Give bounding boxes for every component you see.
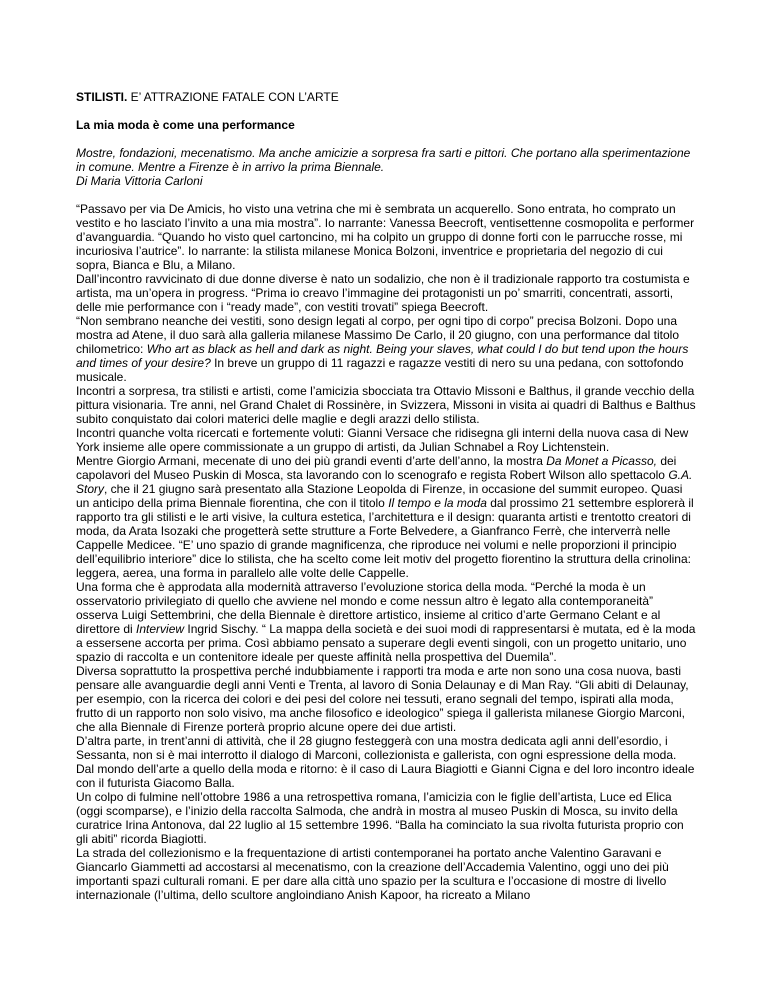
italic-title: Da Monet a Picasso, [546, 454, 657, 468]
paragraph: Incontri a sorpresa, tra stilisti e artisti, come l’amicizia sbocciata tra Ottavio Missoni e Balthus, il grande vecchio della pittura visionaria. Tre anni, nel Grand Chalet di Rossinère, in Svizzera, Missoni in visita ai quadri di Balthus e Balthus subito conquistato dai colori materici delle maglie e degli arazzi dello stilista. [76, 384, 696, 426]
text-run: dei capolavori del Museo Puskin di Mosca, sta lavorando con lo scenografo e regista Robert Wilson allo spettacolo [76, 454, 677, 482]
paragraph: Diversa soprattutto la prospettiva perché indubbiamente i rapporti tra moda e arte non sono una cosa nuova, basti pensare alle avanguardie degli anni Venti e Trenta, al lavoro di Sonia Delaunay e di Man Ray. “Gli abiti di Delaunay, per esempio, con la ricerca dei colori e dei pesi del colore nei tessuti, erano segnali del tempo, ispirati alla moda, frutto di un rapporto non solo visivo, ma anche filosofico e ideologico” spiega il gallerista milanese Giorgio Marconi, che alla Biennale di Firenze porterà proprio alcune opere dei due artisti. [76, 664, 689, 734]
paragraph: La strada del collezionismo e la frequentazione di artisti contemporanei ha portato anche Valentino Garavani e Giancarlo Giammetti ad accostarsi al mecenatismo, con la creazione dell’Accademia Valentino, oggi uno dei più importanti spazi culturali romani. E per dare alla città uno spazio per la scultura e l’occasione di mostre di livello internazionale (l’ultima, dello scultore angloindiano Anish Kapoor, ha ricreato a Milano [76, 846, 669, 902]
italic-title: Interview [136, 622, 185, 636]
text-run: Mentre Giorgio Armani, mecenate di uno dei più grandi eventi d’arte dell’anno, la mostra [76, 454, 547, 468]
italic-title: Il tempo e la moda [388, 496, 487, 510]
article-lead: Mostre, fondazioni, mecenatismo. Ma anche amicizie a sorpresa fra sarti e pittori. Che portano alla sperimentazione in comune. Mentre a Firenze è in arrivo la prima Biennale. [76, 146, 691, 174]
title-bold: STILISTI. [76, 90, 128, 104]
paragraph [76, 314, 698, 384]
article-title [76, 90, 698, 104]
paragraph: Dall’incontro ravvicinato di due donne diverse è nato un sodalizio, che non è il tradizionale rapporto tra costumista e artista, ma un’opera in progress. “Prima io creavo l’immagine dei protagonisti un po’ smarriti, concentrati, assorti, delle mie performance con i “ready made”, con vestiti trovati” spiega Beecroft. [76, 272, 690, 314]
article-byline: Di Maria Vittoria Carloni [76, 174, 203, 188]
paragraph [76, 580, 698, 664]
italic-title: G.A. Story [76, 468, 693, 496]
paragraph: Incontri quanche volta ricercati e fortemente voluti: Gianni Versace che ridisegna gli interni della nuova casa di New York insieme alle opere commissionate a un gruppo di artisti, da Julian Schnabel a Roy Lichtenstein. [76, 426, 689, 454]
title-rest: E’ ATTRAZIONE FATALE CON L’ARTE [127, 90, 339, 104]
paragraph: D’altra parte, in trent’anni di attività, che il 28 giugno festeggerà con una mostra dedicata agli anni dell’esordio, i Sessanta, non si è mai interrotto il dialogo di Marconi, collezionista e gallerista, con ogni espressione della moda. [76, 734, 677, 762]
text-run: Ingrid Sischy. “ La mappa della società e dei suoi modi di rappresentarsi è mutata, ed è la moda a essersene accorta per prima. Così abbiamo pensato a superare degli eventi singoli, con un progetto unitario, uno spazio di raccolta e un contenitore ideale per queste affinità nella prospettiva del Duemila”. [76, 622, 696, 664]
text-run: , che il 21 giugno sarà presentato alla Stazione Leopolda di Firenze, in occasione del summit europeo. Quasi un anticipo della prima Biennale fiorentina, che con il titolo [76, 482, 683, 510]
text-run: Una forma che è approdata alla modernità attraverso l’evoluzione storica della moda. “Perché la moda è un osservatorio privilegiato di quello che avviene nel mondo e come nessun altro è legato alla contemporaneità” osserva Luigi Settembrini, che della Biennale è direttore artistico, insieme al critico d’arte Germano Celant e al direttore di [76, 580, 661, 636]
text-run: “Non sembrano neanche dei vestiti, sono design legati al corpo, per ogni tipo di corpo” precisa Bolzoni. Dopo una mostra ad Atene, il duo sarà alla galleria milanese Massimo De Carlo, il 20 giugno, con una performance dal titolo chilometrico: [76, 314, 679, 356]
italic-title: Who art as black as hell and dark as night. Being your slaves, what could I do but tend upon the hours and times of your desire? [76, 342, 689, 370]
article [76, 90, 698, 902]
paragraph: “Passavo per via De Amicis, ho visto una vetrina che mi è sembrata un acquerello. Sono entrata, ho comprato un vestito e ho lasciato l’invito a una mia mostra”. Io narrante: Vanessa Beecroft, ventisettenne cosmopolita e performer d’avanguardia. “Quando ho visto quel cartoncino, mi ha colpito un gruppo di donne forti con le parrucche rosse, mi incuriosiva l’autrice”. Io narrante: la stilista milanese Monica Bolzoni, inventrice e proprietaria del negozio di cui sopra, Bianca e Blu, a Milano. [76, 202, 695, 272]
article-subtitle: La mia moda è come una performance [76, 118, 295, 132]
paragraph [76, 454, 698, 580]
text-run: dal prossimo 21 settembre esplorerà il rapporto tra gli stilisti e le arti visive, la cultura estetica, l’architettura e il design: quaranta artisti e trentotto creatori di moda, da Arata Isozaki che progetterà sette strutture a Forte Belvedere, a Gianfranco Ferrè, che interverrà nelle Cappelle Medicee. “E’ uno spazio di grande magnificenza, che riproduce nei volumi e nelle proporzioni il principio dell’equilibrio interiore” dice lo stilista, che ha scelto come leit motiv del progetto fiorentino la struttura della crinolina: leggera, aerea, una forma in parallelo alle volte delle Cappelle. [76, 496, 694, 580]
paragraph: Un colpo di fulmine nell’ottobre 1986 a una retrospettiva romana, l’amicizia con le figlie dell’artista, Luce ed Elica (oggi scomparse), e l’inizio della raccolta Salmoda, che andrà in mostra al museo Puskin di Mosca, su invito della curatrice Irina Antonova, dal 22 luglio al 15 settembre 1996. “Balla ha cominciato la sua rivolta futurista proprio con gli abiti” ricorda Biagiotti. [76, 790, 684, 846]
paragraph: Dal mondo dell’arte a quello della moda e ritorno: è il caso di Laura Biagiotti e Gianni Cigna e del loro incontro ideale con il futurista Giacomo Balla. [76, 762, 695, 790]
text-run: In breve un gruppo di 11 ragazzi e ragazze vestiti di nero su una pedana, con sottofondo musicale. [76, 356, 684, 384]
